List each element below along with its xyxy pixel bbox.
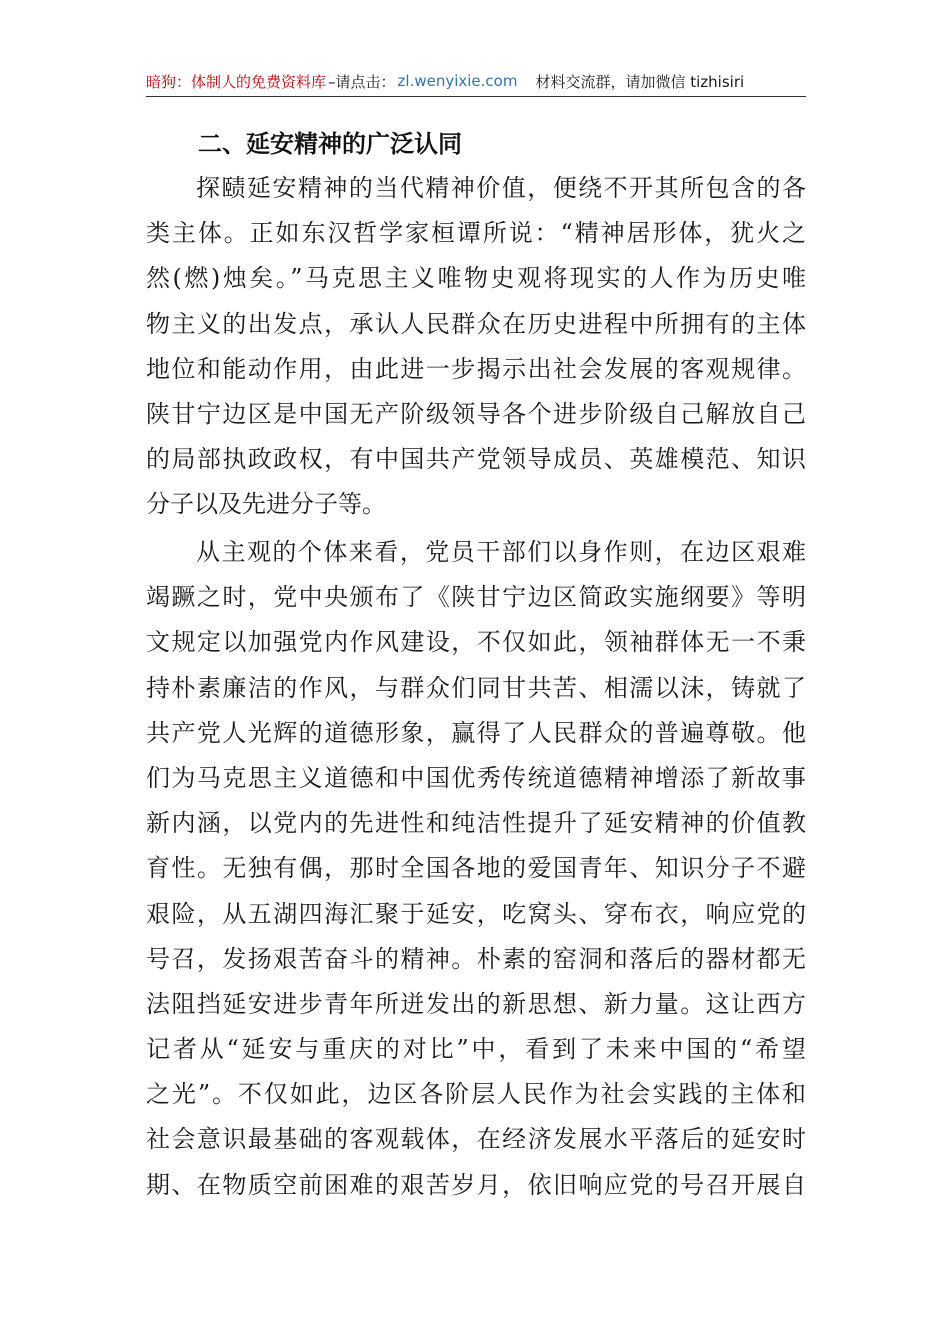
paragraph-line: 共产党人光辉的道德形象，赢得了人民群众的普遍尊敬。他 (146, 718, 806, 747)
paragraph-line: 记者从“延安与重庆的对比”中，看到了未来中国的“希望 (146, 1035, 806, 1064)
paragraph-line: 社会意识最基础的客观载体，在经济发展水平落后的延安时 (146, 1125, 806, 1154)
paragraph-line: 类主体。正如东汉哲学家桓谭所说：“精神居形体，犹火之 (146, 219, 806, 248)
section-heading: 二、延安精神的广泛认同 (198, 130, 462, 158)
page-header (146, 68, 806, 94)
header-prompt: –请点击： (328, 72, 396, 91)
paragraph-line: 探赜延安精神的当代精神价值，便绕不开其所包含的各 (196, 174, 806, 202)
paragraph-line: 地位和能动作用，由此进一步揭示出社会发展的客观规律。 (146, 354, 806, 383)
paragraph-line: 陕甘宁边区是中国无产阶级领导各个进步阶级自己解放自己 (146, 399, 806, 428)
paragraph-line: 育性。无独有偶，那时全国各地的爱国青年、知识分子不避 (146, 854, 806, 883)
paragraph-line: 期、在物质空前困难的艰苦岁月，依旧响应党的号召开展自 (146, 1170, 806, 1199)
header-divider (146, 96, 806, 97)
paragraph-line: 文规定以加强党内作风建设，不仅如此，领袖群体无一不秉 (146, 628, 806, 657)
header-contact: 材料交流群，请加微信 tizhisiri (535, 72, 745, 91)
paragraph-1 (146, 166, 806, 528)
paragraph-line: 的局部执政政权，有中国共产党领导成员、英雄模范、知识 (146, 445, 806, 474)
paragraph-line: 然(燃)烛矣。”马克思主义唯物史观将现实的人作为历史唯 (146, 264, 806, 293)
paragraph-line: 号召，发扬艰苦奋斗的精神。朴素的窑洞和落后的器材都无 (146, 944, 806, 973)
paragraph-line: 之光”。不仅如此，边区各阶层人民作为社会实践的主体和 (146, 1080, 806, 1109)
header-link[interactable]: zl.wenyixie.com (397, 72, 518, 90)
paragraph-line: 们为马克思主义道德和中国优秀传统道德精神增添了新故事 (146, 763, 806, 792)
paragraph-line: 新内涵，以党内的先进性和纯洁性提升了延安精神的价值教 (146, 809, 806, 838)
paragraph-line: 法阻挡延安进步青年所迸发出的新思想、新力量。这让西方 (146, 989, 806, 1018)
paragraph-line: 艰险，从五湖四海汇聚于延安，吃窝头、穿布衣，响应党的 (146, 899, 806, 928)
paragraph-line: 物主义的出发点，承认人民群众在历史进程中所拥有的主体 (146, 309, 806, 338)
paragraph-line: 从主观的个体来看，党员干部们以身作则，在边区艰难 (196, 538, 806, 566)
paragraph-line: 竭蹶之时，党中央颁布了《陕甘宁边区简政实施纲要》等明 (146, 583, 806, 612)
paragraph-line: 持朴素廉洁的作风，与群众们同甘共苦、相濡以沫，铸就了 (146, 673, 806, 702)
header-brand: 暗狗：体制人的免费资料库 (146, 72, 327, 91)
paragraph-2 (146, 530, 806, 1208)
paragraph-line: 分子以及先进分子等。 (146, 490, 386, 519)
